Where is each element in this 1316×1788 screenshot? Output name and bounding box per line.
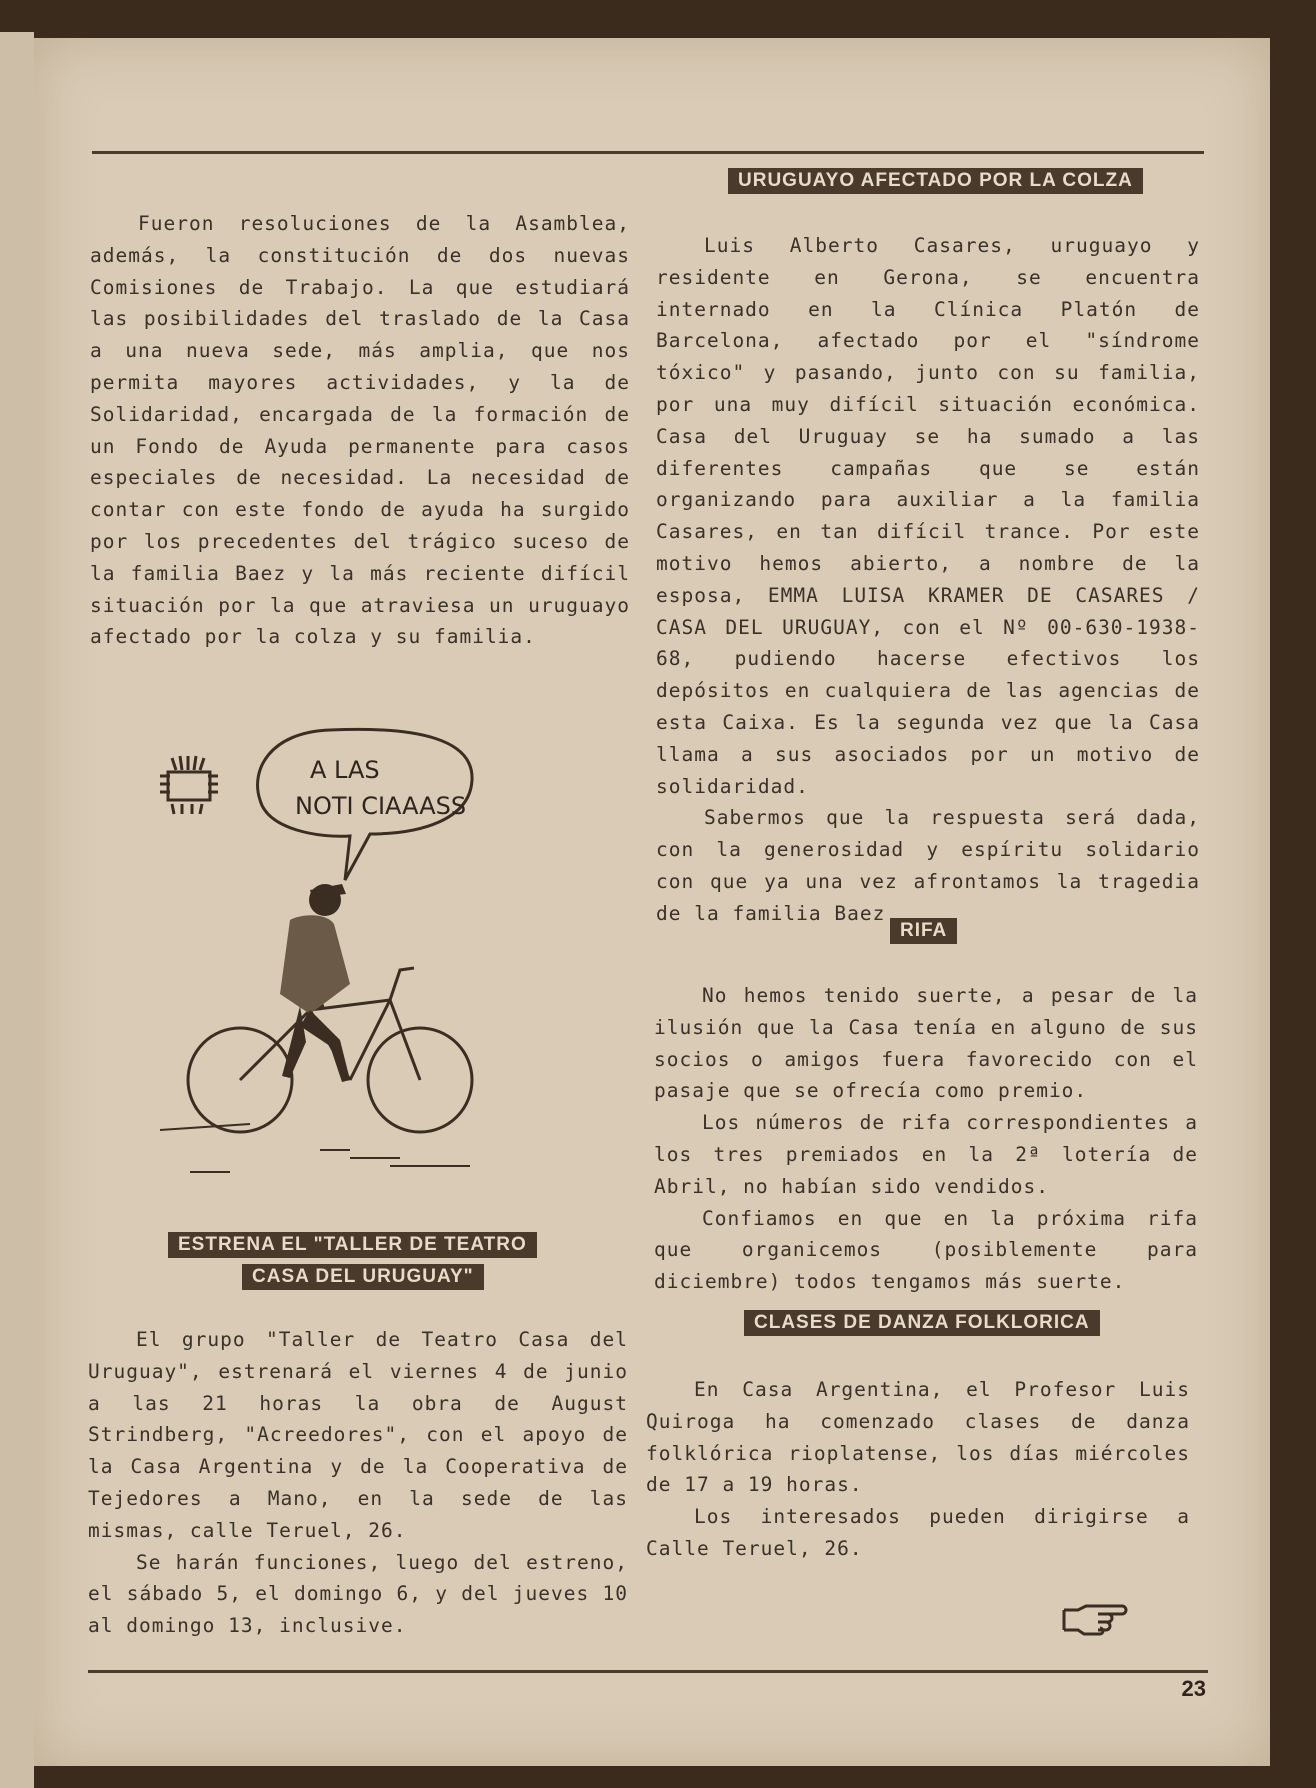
page-number: 23 xyxy=(1181,1676,1206,1701)
rifa-heading: RIFA xyxy=(890,918,957,944)
rifa-paragraph-2: Los números de rifa correspondientes a los tres premiados en la 2ª lotería de Abril, no habían sido vendidos. xyxy=(654,1111,1198,1198)
colza-paragraph-1: Luis Alberto Casares, uruguayo y residente en Gerona, se encuentra internado en la Clínica Platón de Barcelona, afectado por el "síndrome tóxico" y pasando, junto con su familia, por una muy difícil situación económica. Casa del Uruguay se ha sumado a las diferentes campañas que se están organizando para auxiliar a la familia Casares, en tan difícil trance. Por este motivo hemos abierto, a nombre de la esposa, EMMA LUISA KRAMER DE CASARES / CASA DEL URUGUAY, con el Nº 00-630-1938-68, pudiendo hacerse efectivos los depósitos en cualquiera de las agencias de esta Caixa. Es la segunda vez que la Casa llama a sus asociados por un motivo de solidaridad. xyxy=(656,234,1200,798)
theatre-heading-line1: ESTRENA EL "TALLER DE TEATRO xyxy=(168,1232,537,1258)
bubble-line-1: A LAS xyxy=(310,756,380,784)
assembly-paragraph: Fueron resoluciones de la Asamblea, además, la constitución de dos nuevas Comisiones de Trabajo. La que estudiará las posibilidades del traslado de la Casa a una nueva sede, más amplia, que nos permita mayores actividades, y la de Solidaridad, encargada de la formación de un Fondo de Ayuda permanente para casos especiales de necesidad. La necesidad de contar con este fondo de ayuda ha surgido por los precedentes del trágico suceso de la familia Baez y la más reciente difícil situación por la que atraviesa un uruguayo afectado por la colza y su familia. xyxy=(90,212,630,649)
theatre-heading-line2: CASA DEL URUGUAY" xyxy=(242,1264,484,1290)
book-spine xyxy=(0,32,34,1788)
danza-heading: CLASES DE DANZA FOLKLORICA xyxy=(744,1310,1100,1336)
bottom-rule xyxy=(88,1670,1208,1673)
theatre-column xyxy=(88,1324,628,1642)
rifa-paragraph-1: No hemos tenido suerte, a pesar de la ilusión que la Casa tenía en alguno de sus socios o amigos fuera favorecido con el pasaje que se ofrecía como premio. xyxy=(654,984,1198,1103)
danza-paragraph-2: Los interesados pueden dirigirse a Calle Teruel, 26. xyxy=(646,1505,1190,1560)
pointing-hand-icon xyxy=(1060,1600,1130,1640)
tv-icon xyxy=(160,756,218,814)
colza-heading: URUGUAYO AFECTADO POR LA COLZA xyxy=(728,168,1143,194)
bubble-line-2: NOTI CIAAASS xyxy=(295,792,467,820)
danza-paragraph-1: En Casa Argentina, el Profesor Luis Quiroga ha comenzado clases de danza folklórica rioplatense, los días miércoles de 17 a 19 horas. xyxy=(646,1378,1190,1497)
theatre-paragraph-2: Se harán funciones, luego del estreno, el sábado 5, el domingo 6, y del jueves 10 al domingo 13, inclusive. xyxy=(88,1550,628,1638)
cyclist-cartoon-icon xyxy=(150,710,510,1190)
rifa-paragraph-3: Confiamos en que en la próxima rifa que organicemos (posiblemente para diciembre) todos tengamos más suerte. xyxy=(654,1206,1198,1294)
colza-column xyxy=(656,230,1200,930)
rifa-column xyxy=(654,980,1198,1298)
top-rule xyxy=(92,151,1204,154)
danza-column xyxy=(646,1374,1190,1565)
theatre-paragraph-1: El grupo "Taller de Teatro Casa del Uruguay", estrenará el viernes 4 de junio a las 21 horas la obra de August Strindberg, "Acreedores", con el apoyo de la Casa Argentina y de la Cooperativa de Tejedores a Mano, en la sede de las mismas, calle Teruel, 26. xyxy=(88,1328,628,1542)
colza-paragraph-2: Sabermos que la respuesta será dada, con la generosidad y espíritu solidario con que ya una vez afrontamos la tragedia de la familia Baez xyxy=(656,806,1200,925)
left-intro-column xyxy=(90,208,630,653)
